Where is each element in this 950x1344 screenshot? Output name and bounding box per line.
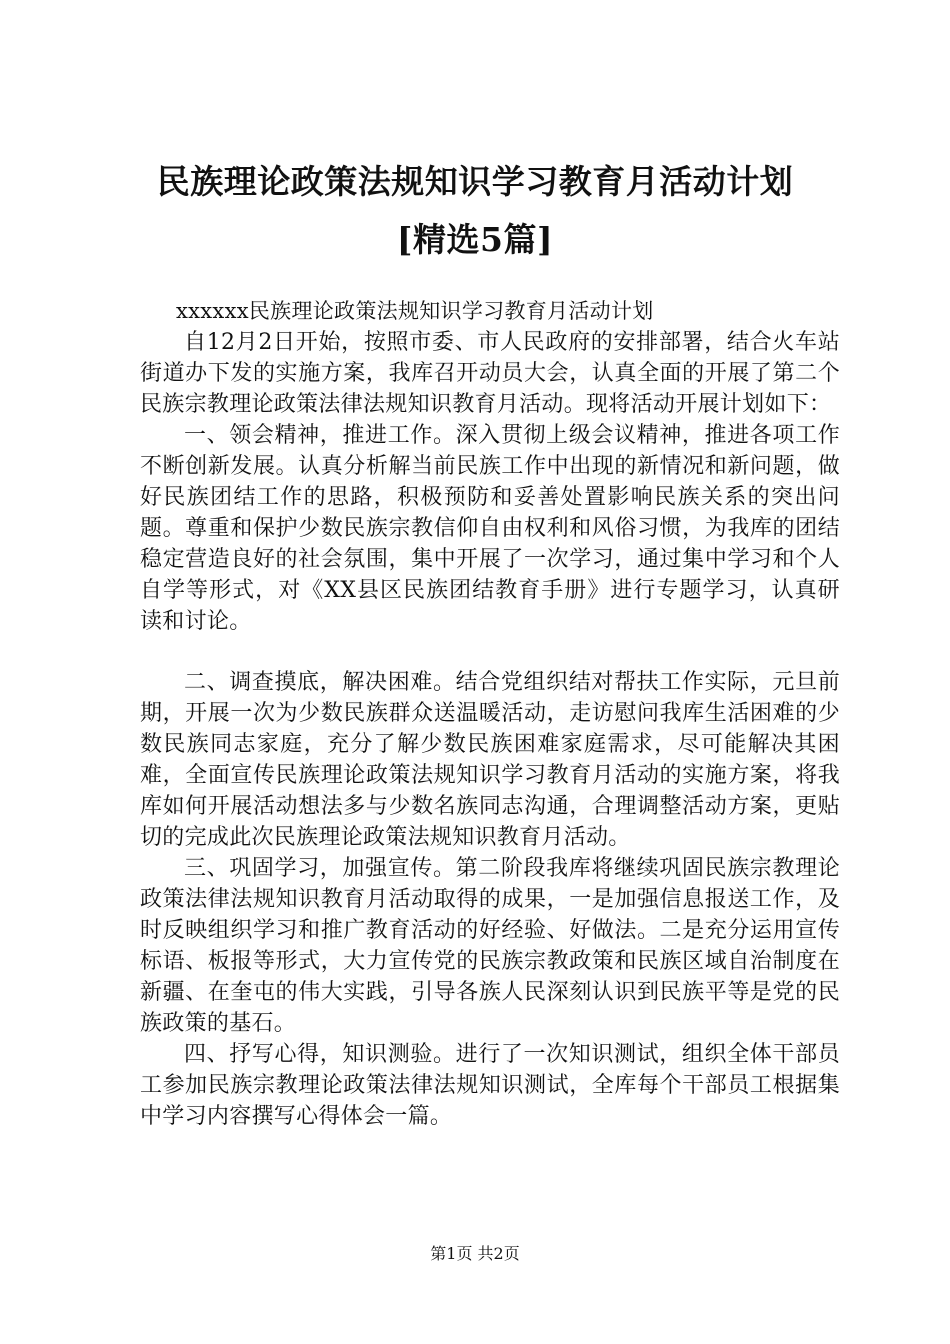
document-subtitle: xxxxxx民族理论政策法规知识学习教育月活动计划 — [176, 299, 654, 323]
paragraph-gap — [140, 637, 840, 667]
document-body — [140, 296, 840, 1132]
paragraph-section-2: 二、调查摸底，解决困难。结合党组织结对帮扶工作实际，元旦前期，开展一次为少数民族群众送温暖活动，走访慰问我库生活困难的少数民族同志家庭，充分了解少数民族困难家庭需求，尽可能解决其困难，全面宣传民族理论政策法规知识学习教育月活动的实施方案，将我库如何开展活动想法多与少数名族同志沟通，合理调整活动方案，更贴切的完成此次民族理论政策法规知识教育月活动。 — [140, 670, 840, 850]
paragraph-section-3: 三、巩固学习，加强宣传。第二阶段我库将继续巩固民族宗教理论政策法律法规知识教育月活动取得的成果，一是加强信息报送工作，及时反映组织学习和推广教育活动的好经验、好做法。二是充分运用宣传标语、板报等形式，大力宣传党的民族宗教政策和民族区域自治制度在新疆、在奎屯的伟大实践，引导各族人民深刻认识到民族平等是党的民族政策的基石。 — [140, 856, 840, 1036]
document-title-suffix: [精选5篇] — [396, 220, 554, 259]
document-title: 民族理论政策法规知识学习教育月活动计划 — [156, 162, 794, 201]
paragraph-section-1: 一、领会精神，推进工作。深入贯彻上级会议精神，推进各项工作不断创新发展。认真分析解当前民族工作中出现的新情况和新问题，做好民族团结工作的思路，积极预防和妥善处置影响民族关系的突出问题。尊重和保护少数民族宗教信仰自由权利和风俗习惯，为我库的团结稳定营造良好的社会氛围，集中开展了一次学习，通过集中学习和个人自学等形式，对《XX县区民族团结教育手册》进行专题学习，认真研读和讨论。 — [140, 423, 840, 634]
paragraph-intro: 自12月2日开始，按照市委、市人民政府的安排部署，结合火车站街道办下发的实施方案，我库召开动员大会，认真全面的开展了第二个民族宗教理论政策法律法规知识教育月活动。现将活动开展计划如下： — [140, 330, 840, 417]
page-number-footer: 第1页 共2页 — [430, 1244, 520, 1263]
paragraph-section-4: 四、抒写心得，知识测验。进行了一次知识测试，组织全体干部员工参加民族宗教理论政策法律法规知识测试，全库每个干部员工根据集中学习内容撰写心得体会一篇。 — [140, 1042, 840, 1129]
